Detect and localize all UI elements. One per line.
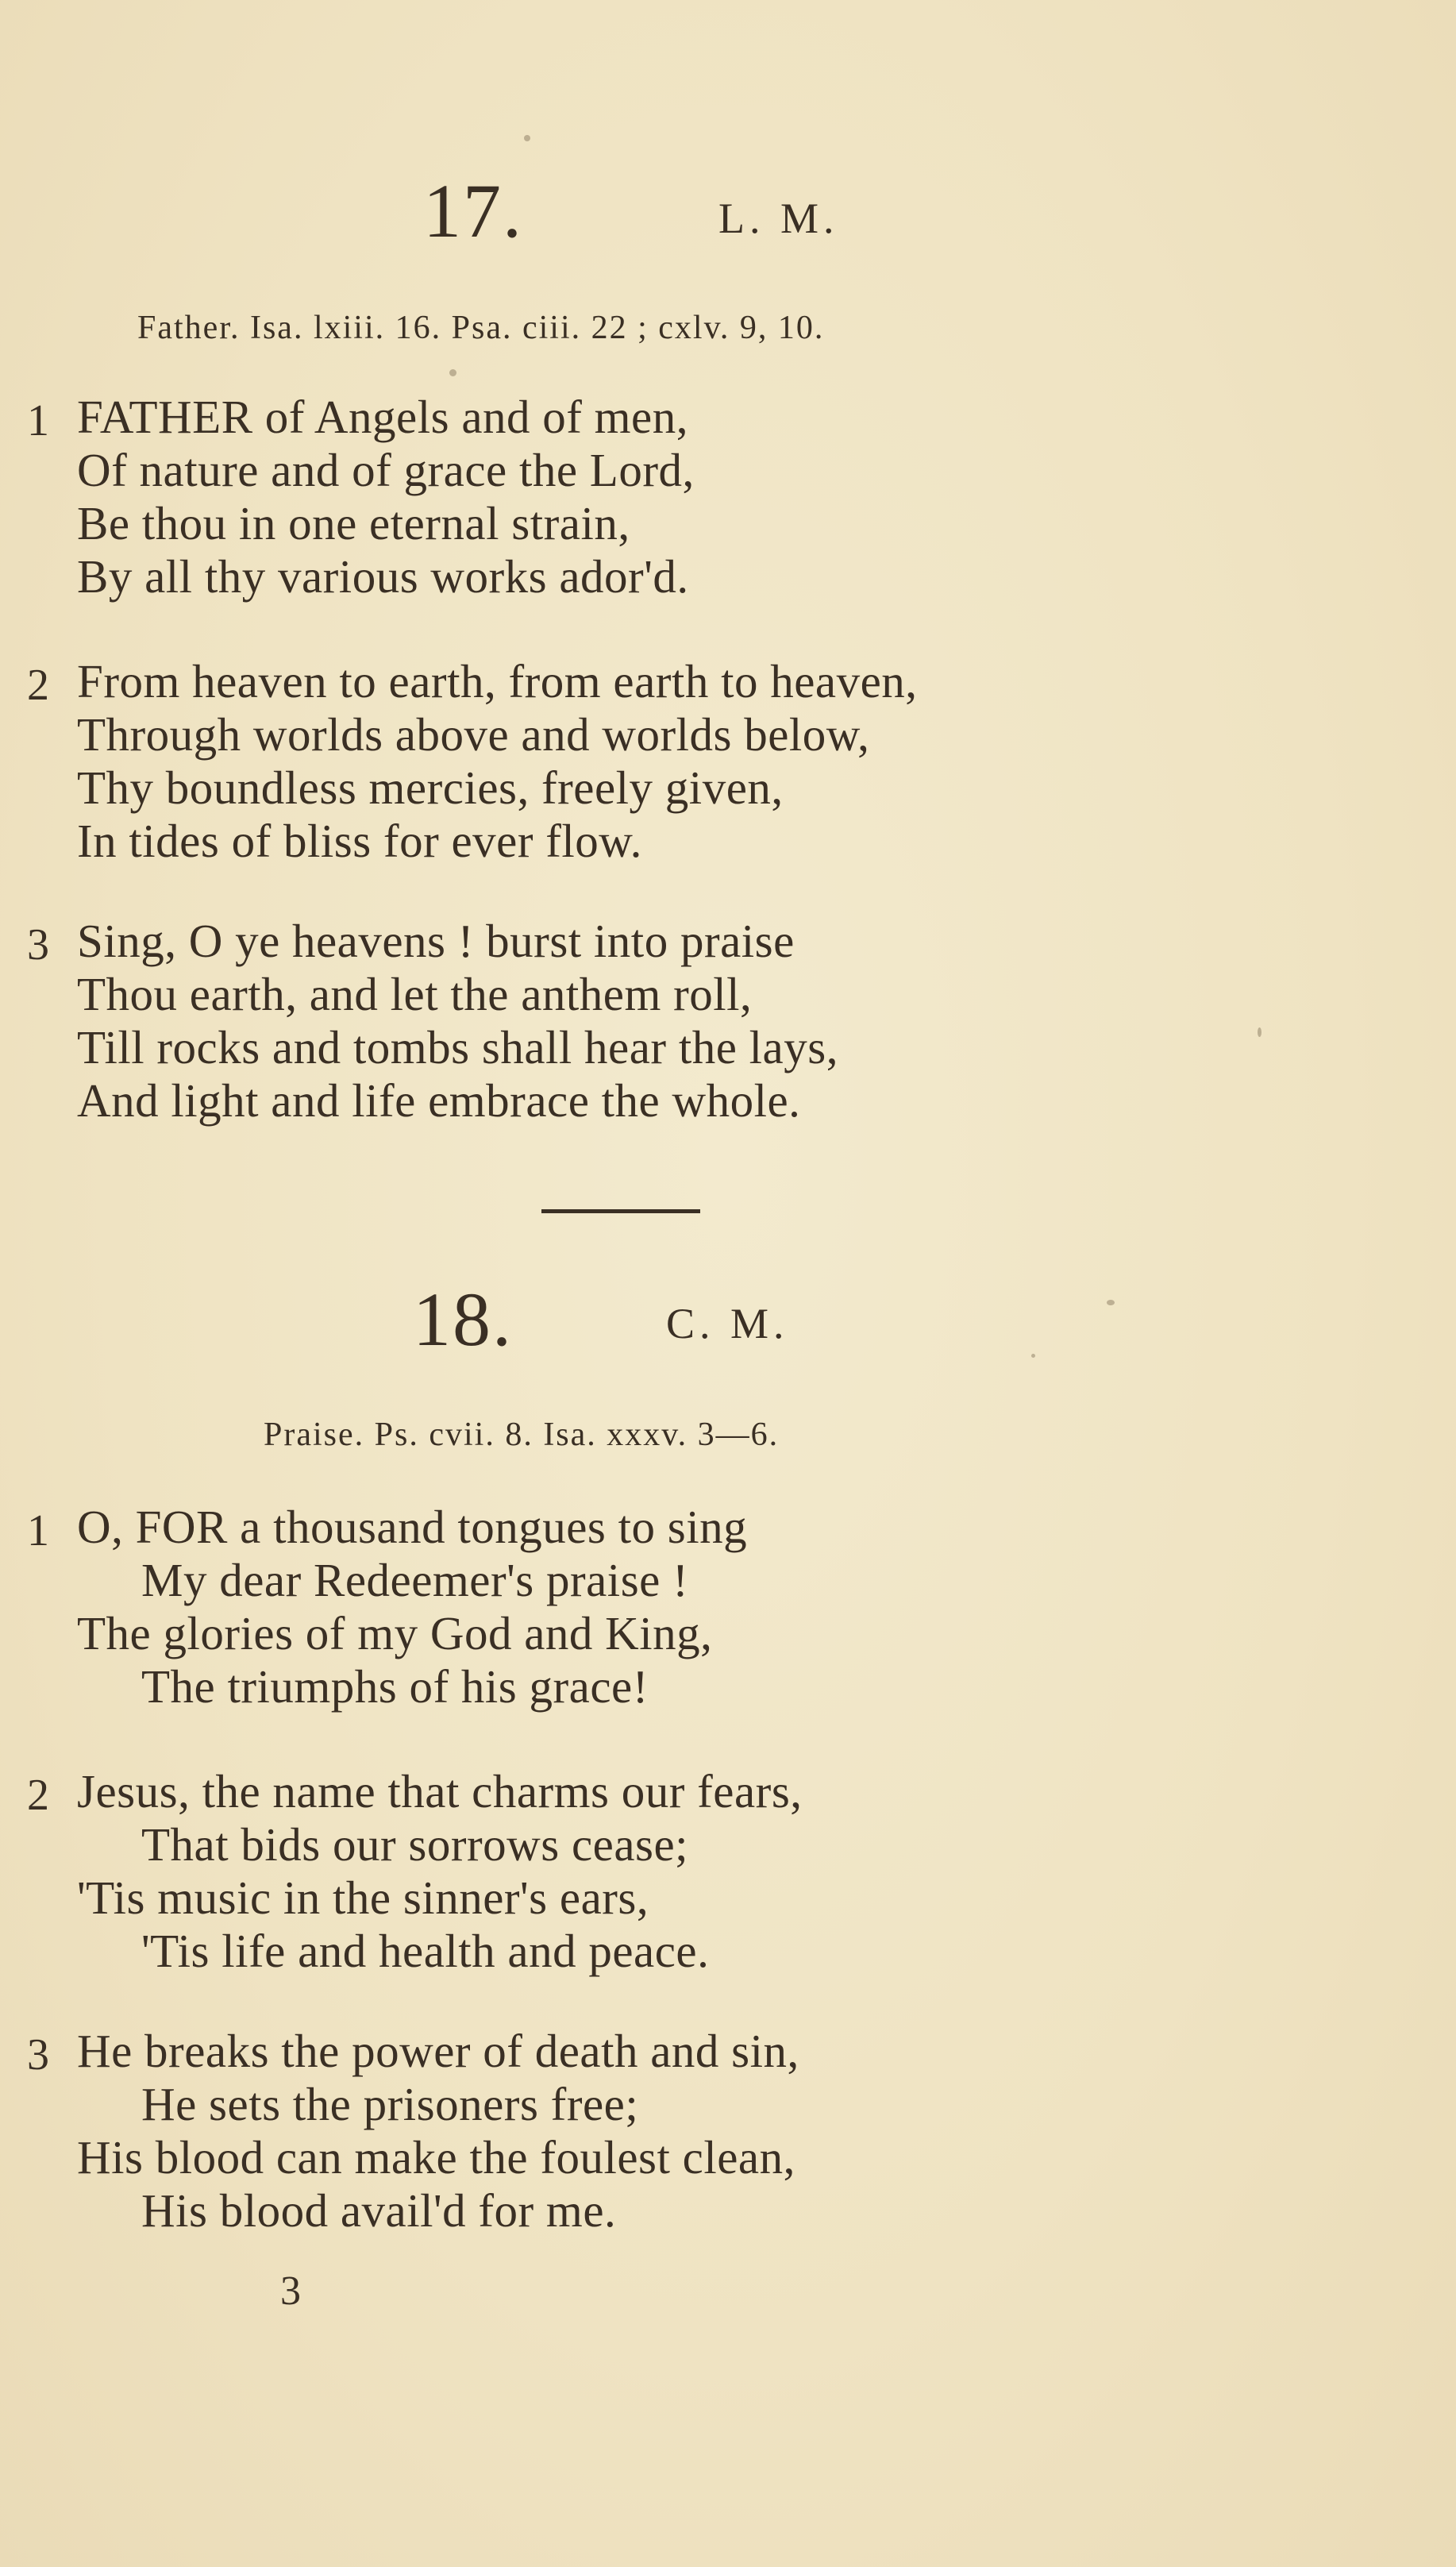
hymn-17-stanza-2-line-4: In tides of bliss for ever flow. xyxy=(77,815,642,867)
hymn-18-stanza-1-line-1: O, FOR a thousand tongues to sing xyxy=(77,1501,748,1553)
hymn-17-stanza-3-line-2: Thou earth, and let the anthem roll, xyxy=(77,968,753,1020)
signature-mark: 3 xyxy=(280,2268,301,2314)
hymn-17-stanza-3-number: 3 xyxy=(27,920,49,969)
hymn-17-stanza-3-line-1: Sing, O ye heavens ! burst into praise xyxy=(77,915,795,967)
paper-speck xyxy=(524,135,530,141)
hymn-18-stanza-3-line-1: He breaks the power of death and sin, xyxy=(77,2025,799,2077)
paper-speck xyxy=(1107,1300,1115,1305)
hymn-18-stanza-3-line-3: His blood can make the foulest clean, xyxy=(77,2131,795,2183)
hymn-divider-rule xyxy=(541,1209,700,1213)
hymn-17-stanza-1-line-4: By all thy various works ador'd. xyxy=(77,550,689,603)
hymn-18-stanza-2-line-2: That bids our sorrows cease; xyxy=(141,1818,689,1871)
hymn-18-stanza-1-number: 1 xyxy=(27,1506,49,1555)
hymn-17-stanza-2-line-1: From heaven to earth, from earth to heaven, xyxy=(77,655,918,707)
hymn-17-stanza-1-line-3: Be thou in one eternal strain, xyxy=(77,497,630,549)
hymn-18-stanza-3-line-2: He sets the prisoners free; xyxy=(141,2078,639,2130)
hymn-17-stanza-3-line-4: And light and life embrace the whole. xyxy=(77,1074,801,1127)
hymn-17-stanza-3-line-3: Till rocks and tombs shall hear the lays, xyxy=(77,1021,838,1073)
hymn-18-number: 18. xyxy=(413,1277,513,1362)
hymn-17-number: 17. xyxy=(423,168,523,253)
hymn-18-subject: Praise. Ps. cvii. 8. Isa. xxxv. 3—6. xyxy=(264,1416,780,1453)
paper-speck xyxy=(1258,1027,1261,1037)
hymn-18-stanza-3-line-4: His blood avail'd for me. xyxy=(141,2184,617,2237)
hymn-17-stanza-2-line-2: Through worlds above and worlds below, xyxy=(77,708,870,761)
paper-speck xyxy=(449,369,456,376)
hymn-18-stanza-3-number: 3 xyxy=(27,2030,49,2079)
hymn-18-stanza-2-number: 2 xyxy=(27,1771,49,1820)
hymn-18-stanza-2-line-1: Jesus, the name that charms our fears, xyxy=(77,1765,803,1817)
hymn-18-stanza-1-line-3: The glories of my God and King, xyxy=(77,1607,713,1659)
hymn-17-subject: Father. Isa. lxiii. 16. Psa. ciii. 22 ; cxlv. 9, 10. xyxy=(137,310,825,346)
hymn-17-stanza-2-line-3: Thy boundless mercies, freely given, xyxy=(77,761,784,814)
hymn-17-meter: L. M. xyxy=(718,195,839,242)
hymn-18-stanza-1-line-2: My dear Redeemer's praise ! xyxy=(141,1554,689,1606)
hymn-18-meter: C. M. xyxy=(666,1300,789,1347)
hymn-17-stanza-1-number: 1 xyxy=(27,396,49,445)
hymn-18-stanza-1-line-4: The triumphs of his grace! xyxy=(141,1660,649,1713)
paper-speck xyxy=(1031,1354,1035,1358)
hymn-17-stanza-1-line-1: FATHER of Angels and of men, xyxy=(77,391,688,443)
hymn-17-stanza-1-line-2: Of nature and of grace the Lord, xyxy=(77,444,695,496)
hymn-17-stanza-2-number: 2 xyxy=(27,661,49,710)
hymn-18-stanza-2-line-3: 'Tis music in the sinner's ears, xyxy=(77,1871,649,1924)
hymn-18-stanza-2-line-4: 'Tis life and health and peace. xyxy=(141,1925,710,1977)
